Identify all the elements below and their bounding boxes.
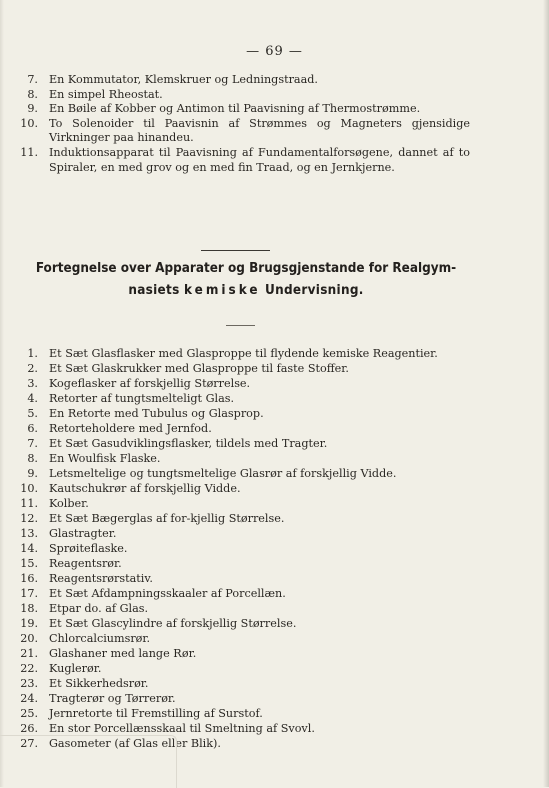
heading-line-1: Fortegnelse over Apparater og Brugsgjenstande for Realgym- bbox=[35, 261, 457, 276]
item-number: 7. bbox=[27, 73, 38, 86]
list-item bbox=[0, 646, 470, 661]
item-text: Letsmeltelige og tungtsmeltelige Glasrør af forskjellig Vidde. bbox=[49, 467, 397, 480]
item-number: 11. bbox=[20, 145, 38, 159]
list-item bbox=[0, 676, 470, 691]
item-text: Kautschukrør af forskjellig Vidde. bbox=[49, 482, 241, 495]
page-edge-shadow bbox=[543, 0, 549, 787]
item-text: Et Sæt Glasflasker med Glasproppe til flydende kemiske Reagentier. bbox=[49, 347, 438, 360]
list-item bbox=[0, 421, 470, 436]
faint-label-outline bbox=[0, 735, 177, 788]
list-item bbox=[0, 88, 470, 103]
item-number: 25. bbox=[20, 707, 38, 720]
heading-line-2 bbox=[31, 280, 461, 302]
item-text: Et Sæt Glascylindre af forskjellig Størrelse. bbox=[49, 617, 297, 630]
list-item bbox=[0, 541, 470, 556]
list-item bbox=[0, 146, 470, 175]
item-text: Jernretorte til Fremstilling af Surstof. bbox=[49, 707, 263, 720]
item-number: 17. bbox=[20, 587, 38, 600]
chemistry-apparatus-list bbox=[0, 346, 470, 751]
item-text: Glastragter. bbox=[49, 527, 117, 540]
item-text: Et Sæt Gasudviklingsflasker, tildels med Tragter. bbox=[49, 437, 328, 450]
list-item bbox=[0, 586, 470, 601]
item-number: 12. bbox=[20, 512, 38, 525]
item-number: 10. bbox=[20, 116, 38, 130]
list-item bbox=[0, 451, 470, 466]
item-number: 8. bbox=[27, 87, 38, 101]
item-number: 9. bbox=[27, 102, 38, 116]
heading-line-2-start: nasiets bbox=[128, 283, 185, 298]
list-item bbox=[0, 102, 470, 117]
list-item bbox=[0, 496, 470, 511]
list-item bbox=[0, 406, 470, 421]
item-text: Chlorcalciumsrør. bbox=[49, 632, 151, 645]
item-number: 7. bbox=[27, 437, 38, 450]
item-text: Tragterør og Tørrerør. bbox=[49, 692, 176, 705]
section-divider bbox=[201, 250, 270, 251]
item-text: Retorter af tungtsmelteligt Glas. bbox=[49, 392, 235, 405]
item-number: 21. bbox=[20, 647, 38, 660]
list-item bbox=[0, 556, 470, 571]
list-item bbox=[0, 526, 470, 541]
list-item bbox=[0, 616, 470, 631]
item-text: En stor Porcellænsskaal til Smeltning af Svovl. bbox=[49, 722, 315, 735]
item-number: 8. bbox=[27, 452, 38, 465]
list-item bbox=[0, 706, 470, 721]
item-number: 14. bbox=[20, 542, 38, 555]
list-item bbox=[0, 376, 470, 391]
list-item bbox=[0, 391, 470, 406]
item-text: Et Sæt Bægerglas af for-kjellig Størrelse. bbox=[49, 512, 285, 525]
item-text: Retorteholdere med Jernfod. bbox=[49, 422, 212, 435]
list-item bbox=[0, 436, 470, 451]
item-number: 18. bbox=[20, 602, 38, 615]
item-text: Glashaner med lange Rør. bbox=[49, 647, 197, 660]
item-number: 4. bbox=[27, 392, 38, 405]
item-text: En Retorte med Tubulus og Glasprop. bbox=[49, 407, 264, 420]
item-text: Kuglerør. bbox=[49, 662, 102, 675]
item-text: En simpel Rheostat. bbox=[49, 87, 163, 101]
list-item bbox=[0, 481, 470, 496]
page-number: — 69 — bbox=[246, 44, 303, 59]
item-number: 2. bbox=[27, 362, 38, 375]
list-item bbox=[0, 601, 470, 616]
item-number: 5. bbox=[27, 407, 38, 420]
list-item bbox=[0, 631, 470, 646]
item-text: En Woulfisk Flaske. bbox=[49, 452, 161, 465]
item-text: Etpar do. af Glas. bbox=[49, 602, 149, 615]
item-number: 10. bbox=[20, 482, 38, 495]
item-text: En Kommutator, Klemskruer og Ledningstraad. bbox=[49, 73, 318, 86]
list-item bbox=[0, 346, 470, 361]
list-item bbox=[0, 73, 470, 88]
heading-line-2-end: Undervisning. bbox=[260, 283, 364, 298]
list-item bbox=[0, 661, 470, 676]
item-text: Reagentsrørstativ. bbox=[49, 572, 153, 585]
item-number: 13. bbox=[20, 527, 38, 540]
list-item bbox=[0, 361, 470, 376]
item-number: 11. bbox=[20, 497, 38, 510]
item-text: Kogeflasker af forskjellig Størrelse. bbox=[49, 377, 251, 390]
list-item bbox=[0, 691, 470, 706]
continued-apparatus-list bbox=[0, 73, 470, 175]
section-heading bbox=[31, 258, 461, 302]
list-item bbox=[0, 511, 470, 526]
item-number: 19. bbox=[20, 617, 38, 630]
item-text: Induktionsapparat til Paavisning af Fundamentalforsøgene, dannet af to Spiraler, en med grov og en med fin Traad, og en Jernkjerne. bbox=[49, 145, 470, 174]
item-number: 24. bbox=[20, 692, 38, 705]
item-text: Sprøiteflaske. bbox=[49, 542, 128, 555]
list-item bbox=[0, 721, 470, 736]
heading-underline-rule bbox=[226, 325, 255, 326]
heading-emphasized-word: kemiske bbox=[184, 283, 261, 298]
item-number: 9. bbox=[27, 467, 38, 480]
item-text: Reagentsrør. bbox=[49, 557, 122, 570]
item-number: 22. bbox=[20, 662, 38, 675]
list-item bbox=[0, 117, 470, 146]
item-text: Et Sæt Glaskrukker med Glasproppe til faste Stoffer. bbox=[49, 362, 349, 375]
item-number: 6. bbox=[27, 422, 38, 435]
item-text: To Solenoider til Paavisnin af Strømmes og Magneters gjensidige Virkninger paa hinandeu. bbox=[49, 116, 470, 145]
item-number: 3. bbox=[27, 377, 38, 390]
item-text: En Bøile af Kobber og Antimon til Paavisning af Thermostrømme. bbox=[49, 102, 421, 116]
item-text: Kolber. bbox=[49, 497, 89, 510]
item-number: 1. bbox=[27, 347, 38, 360]
list-item bbox=[0, 466, 470, 481]
list-item bbox=[0, 571, 470, 586]
item-text: Gasometer (af Glas eller Blik). bbox=[49, 737, 221, 750]
item-number: 27. bbox=[20, 737, 38, 750]
item-number: 20. bbox=[20, 632, 38, 645]
item-number: 15. bbox=[20, 557, 38, 570]
item-number: 23. bbox=[20, 677, 38, 690]
item-number: 26. bbox=[20, 722, 38, 735]
item-text: Et Sikkerhedsrør. bbox=[49, 677, 149, 690]
item-number: 16. bbox=[20, 572, 38, 585]
item-text: Et Sæt Afdampningsskaaler af Porcellæn. bbox=[49, 587, 286, 600]
